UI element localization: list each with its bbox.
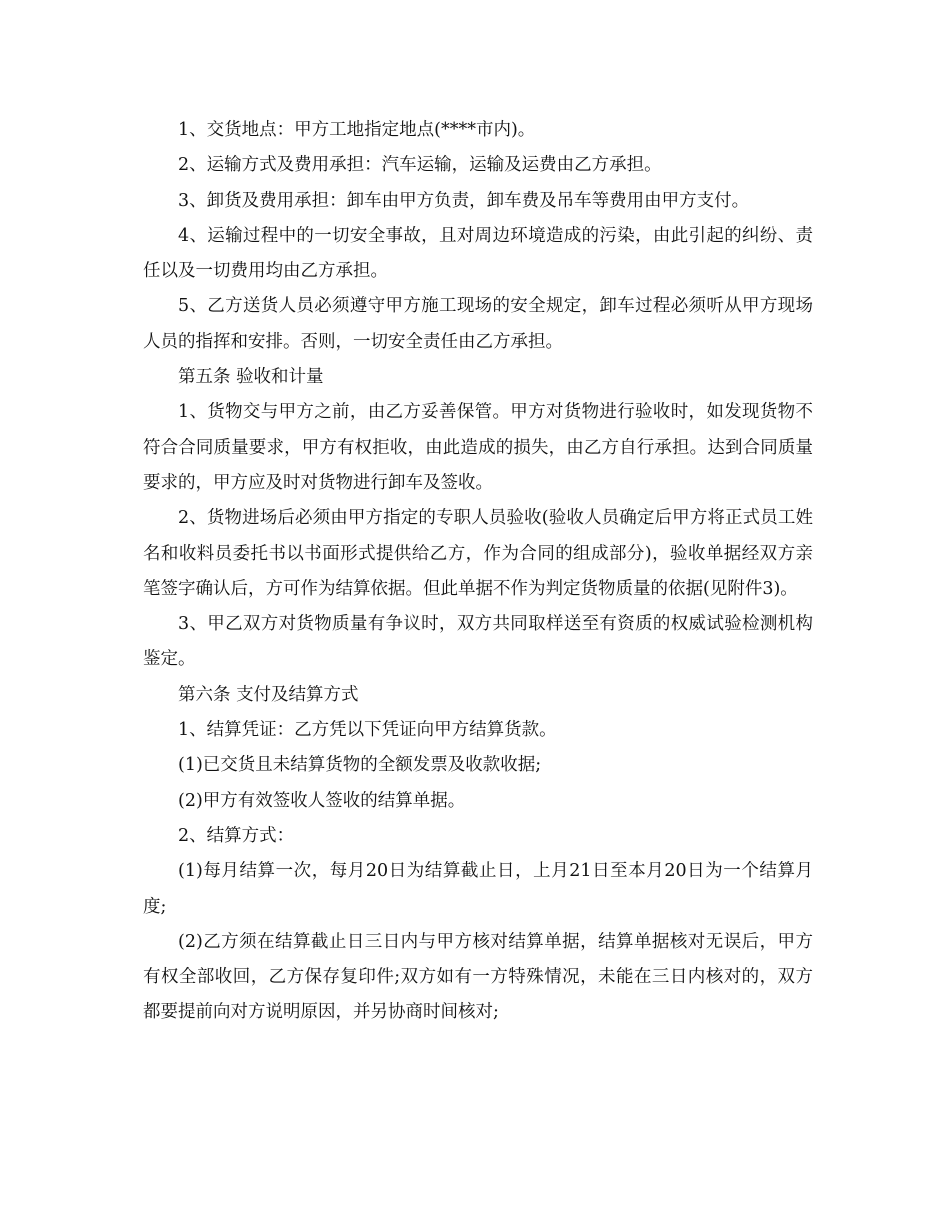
- section-heading-acceptance: 第五条 验收和计量: [178, 367, 324, 388]
- clause-delivery-staff: 5、乙方送货人员必须遵守甲方施工现场的安全规定，卸车过程必须听从甲方现场人员的指挥和安排。否则，一切安全责任由乙方承担。: [143, 296, 813, 352]
- clause-reconciliation: (2)乙方须在结算截止日三日内与甲方核对结算单据，结算单据核对无误后，甲方有权全部收回，乙方保存复印件;双方如有一方特殊情况，未能在三日内核对的，双方都要提前向对方说明原因，并另协商时间核对;: [143, 931, 813, 1023]
- clause-settlement-method: 2、结算方式：: [178, 825, 295, 846]
- document-body: [143, 113, 813, 1031]
- clause-invoice: (1)已交货且未结算货物的全额发票及收款收据;: [178, 755, 542, 776]
- clause-acceptance-staff: 2、货物进场后必须由甲方指定的专职人员验收(验收人员确定后甲方将正式员工姓名和收料员委托书以书面形式提供给乙方，作为合同的组成部分)，验收单据经双方亲笔签字确认后，方可作为结算依据。但此单据不作为判定货物质量的依据(见附件3)。: [143, 508, 813, 599]
- clause-receipt: (2)甲方有效签收人签收的结算单据。: [178, 790, 466, 811]
- clause-monthly-settlement: (1)每月结算一次，每月20日为结算截止日，上月21日至本月20日为一个结算月度;: [143, 861, 813, 917]
- clause-quality-dispute: 3、甲乙双方对货物质量有争议时，双方共同取样送至有资质的权威试验检测机构鉴定。: [143, 614, 813, 670]
- clause-transport-safety: 4、运输过程中的一切安全事故，且对周边环境造成的污染，由此引起的纠纷、责任以及一切费用均由乙方承担。: [143, 225, 813, 282]
- clause-unloading: 3、卸货及费用承担：卸车由甲方负责，卸车费及吊车等费用由甲方支付。: [178, 190, 750, 211]
- clause-delivery-location: 1、交货地点：甲方工地指定地点(****市内)。: [178, 120, 536, 140]
- clause-acceptance-storage: 1、货物交与甲方之前，由乙方妥善保管。甲方对货物进行验收时，如发现货物不符合合同质量要求，甲方有权拒收，由此造成的损失，由乙方自行承担。达到合同质量要求的，甲方应及时对货物进行卸车及签收。: [143, 402, 813, 493]
- section-heading-payment: 第六条 支付及结算方式: [178, 684, 359, 705]
- clause-transport-method: 2、运输方式及费用承担：汽车运输，运输及运费由乙方承担。: [178, 155, 662, 176]
- clause-settlement-voucher: 1、结算凭证：乙方凭以下凭证向甲方结算货款。: [178, 720, 557, 741]
